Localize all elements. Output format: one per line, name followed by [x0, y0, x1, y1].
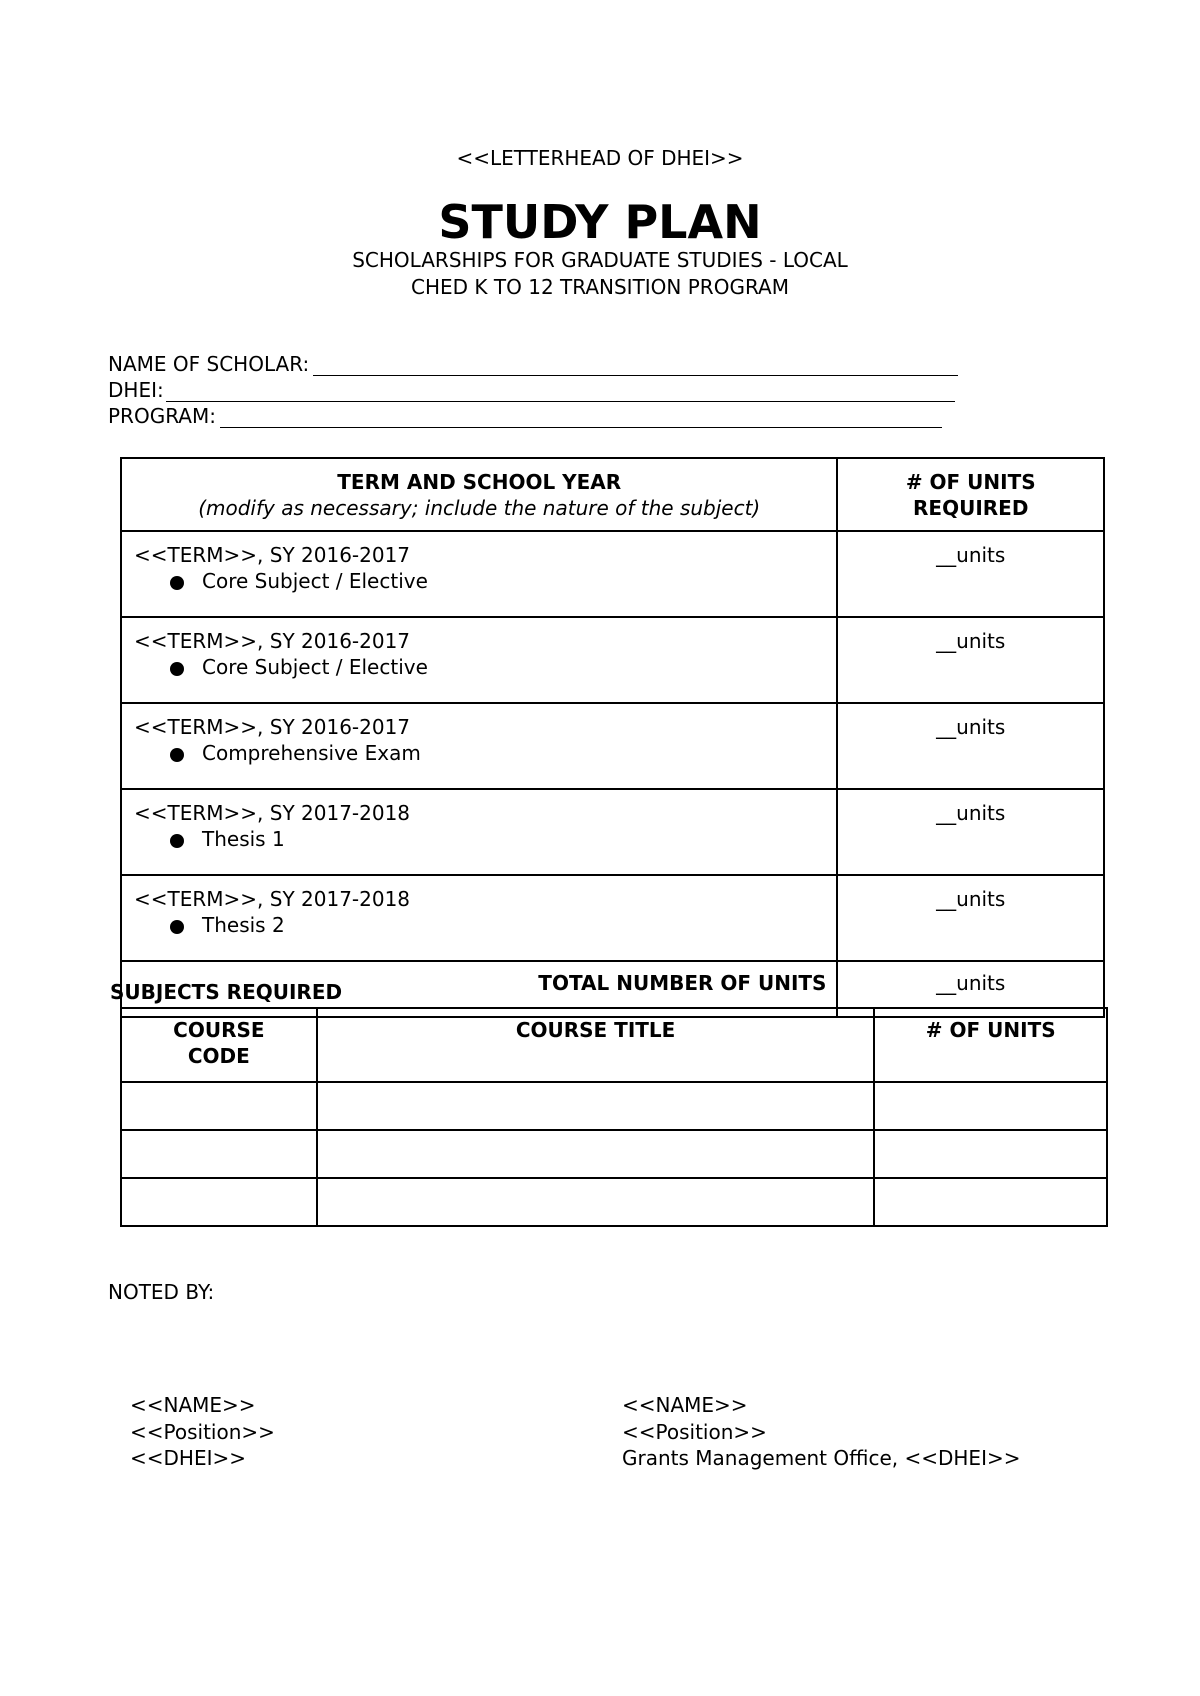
term-cell: [121, 703, 837, 789]
subjects-table: [120, 1007, 1108, 1227]
term-cell: [121, 531, 837, 617]
units-cell[interactable]: __units: [837, 531, 1104, 617]
course-code-header-line1: COURSE: [173, 1018, 265, 1042]
noted-by-label: NOTED BY:: [108, 1280, 215, 1304]
course-title-cell[interactable]: [317, 1130, 875, 1178]
subject-text: Core Subject / Elective: [202, 569, 428, 593]
bullet-icon: [170, 920, 184, 934]
subjects-required-label: SUBJECTS REQUIRED: [110, 980, 343, 1004]
signatory-office: Grants Management Office, <<DHEI>>: [622, 1446, 1021, 1470]
units-header-line1: # OF UNITS: [905, 470, 1036, 494]
subject-item: [134, 740, 836, 766]
subject-text: Thesis 2: [202, 913, 285, 937]
subtitle-program: SCHOLARSHIPS FOR GRADUATE STUDIES - LOCAL: [352, 248, 848, 272]
subject-item: [134, 912, 836, 938]
table-row: [121, 617, 1104, 703]
scholar-name-label: NAME OF SCHOLAR:: [108, 352, 310, 376]
subject-text: Core Subject / Elective: [202, 655, 428, 679]
table-row: [121, 875, 1104, 961]
dhei-line[interactable]: [166, 381, 955, 402]
units-cell[interactable]: __units: [837, 789, 1104, 875]
dhei-label: DHEI:: [108, 378, 164, 402]
letterhead-placeholder: <<LETTERHEAD OF DHEI>>: [456, 146, 744, 170]
table-row: [121, 1130, 1107, 1178]
term-cell: [121, 789, 837, 875]
dhei-field[interactable]: [108, 378, 955, 402]
subjects-header-row: [121, 1008, 1107, 1082]
units-cell[interactable]: __units: [837, 617, 1104, 703]
course-units-cell[interactable]: [874, 1130, 1107, 1178]
subtitle-transition: CHED K TO 12 TRANSITION PROGRAM: [411, 275, 789, 299]
bullet-icon: [170, 748, 184, 762]
subject-item: [134, 568, 836, 594]
scholar-name-line[interactable]: [313, 355, 958, 376]
term-column-header: [121, 458, 837, 531]
subject-item: [134, 826, 836, 852]
term-cell: [121, 875, 837, 961]
bullet-icon: [170, 834, 184, 848]
units-column-header: [837, 458, 1104, 531]
course-code-header-line2: CODE: [187, 1044, 250, 1068]
subject-text: Thesis 1: [202, 827, 285, 851]
course-code-header: [121, 1008, 317, 1082]
study-plan-table: [120, 457, 1105, 1018]
course-units-cell[interactable]: [874, 1178, 1107, 1226]
signatory-position: <<Position>>: [130, 1419, 275, 1444]
signatory-position: <<Position>>: [622, 1419, 767, 1444]
scholar-name-field[interactable]: [108, 352, 958, 376]
units-header-line2: REQUIRED: [913, 496, 1029, 520]
table-row: [121, 531, 1104, 617]
course-units-header: # OF UNITS: [874, 1008, 1107, 1082]
program-field[interactable]: [108, 404, 942, 428]
total-label: TOTAL NUMBER OF UNITS: [121, 961, 837, 1017]
total-units-cell[interactable]: __units: [837, 961, 1104, 1017]
course-units-cell[interactable]: [874, 1082, 1107, 1130]
term-text: <<TERM>>, SY 2017-2018: [134, 887, 411, 911]
signatory-right: [622, 1392, 1020, 1472]
signatory-name: <<NAME>>: [130, 1393, 256, 1417]
program-line[interactable]: [220, 407, 942, 428]
term-cell: [121, 617, 837, 703]
term-text: <<TERM>>, SY 2016-2017: [134, 629, 411, 653]
signatory-left: [130, 1392, 275, 1472]
table-row: [121, 1178, 1107, 1226]
bullet-icon: [170, 662, 184, 676]
term-text: <<TERM>>, SY 2016-2017: [134, 715, 411, 739]
program-label: PROGRAM:: [108, 404, 216, 428]
signatory-name: <<NAME>>: [622, 1393, 748, 1417]
bullet-icon: [170, 576, 184, 590]
subject-text: Comprehensive Exam: [202, 741, 421, 765]
table-row: [121, 1082, 1107, 1130]
units-cell[interactable]: __units: [837, 703, 1104, 789]
study-plan-header-row: [121, 458, 1104, 531]
course-title-cell[interactable]: [317, 1082, 875, 1130]
term-text: <<TERM>>, SY 2017-2018: [134, 801, 411, 825]
signatory-office: <<DHEI>>: [130, 1446, 247, 1470]
units-cell[interactable]: __units: [837, 875, 1104, 961]
term-text: <<TERM>>, SY 2016-2017: [134, 543, 411, 567]
term-header-note: (modify as necessary; include the nature of the subject): [198, 496, 761, 520]
course-title-cell[interactable]: [317, 1178, 875, 1226]
document-title: STUDY PLAN: [438, 195, 762, 249]
table-row: [121, 703, 1104, 789]
course-code-cell[interactable]: [121, 1178, 317, 1226]
course-code-cell[interactable]: [121, 1130, 317, 1178]
course-code-cell[interactable]: [121, 1082, 317, 1130]
table-row: [121, 789, 1104, 875]
course-title-header: COURSE TITLE: [317, 1008, 875, 1082]
term-header-title: TERM AND SCHOOL YEAR: [337, 470, 622, 494]
subject-item: [134, 654, 836, 680]
